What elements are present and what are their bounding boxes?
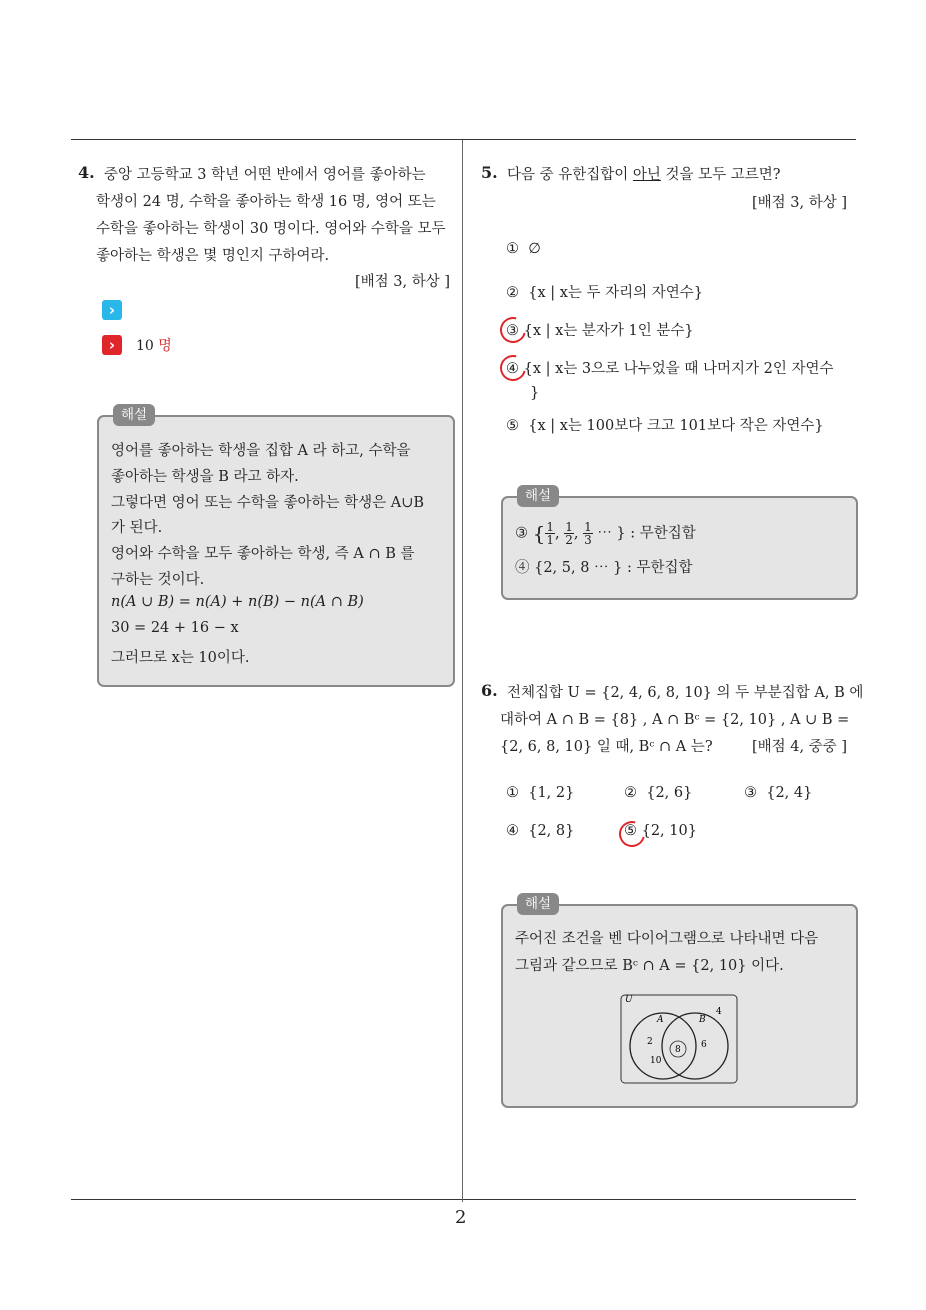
option-2[interactable]	[506, 281, 703, 302]
top-rule	[71, 139, 856, 140]
question-text-line: 학생이 24 명, 수학을 좋아하는 학생 16 명, 영어 또는	[96, 194, 436, 210]
option-text: ∅	[528, 241, 541, 257]
label-U: U	[625, 995, 633, 1005]
explanation-line: 영어를 좋아하는 학생을 집합 A 라 하고, 수학을	[111, 443, 411, 459]
option-mark: ③	[506, 323, 519, 339]
option-5[interactable]	[624, 823, 697, 839]
fraction: $\frac{1}{3}$	[584, 520, 592, 547]
explanation-line: ④ {2, 5, 8 ⋯ } : 무한집합	[515, 560, 693, 576]
option-3[interactable]	[506, 319, 694, 340]
bottom-rule	[71, 1199, 856, 1200]
question-text-line: 중앙 고등학교 3 학년 어떤 반에서 영어를 좋아하는	[104, 167, 426, 183]
option-2[interactable]	[624, 785, 692, 801]
explanation-line: 그러므로 x는 10이다.	[111, 650, 250, 666]
label-A: A	[657, 1015, 664, 1025]
explanation-line: 좋아하는 학생을 B 라고 하자.	[111, 469, 299, 485]
option-5[interactable]	[506, 414, 824, 435]
column-divider	[462, 140, 463, 1202]
question-text-line: 좋아하는 학생은 몇 명인지 구하여라.	[96, 248, 330, 264]
explanation-box	[97, 407, 455, 687]
stem-text: 것을 모두 고르면?	[660, 167, 781, 183]
answer-arrow-icon[interactable]: ›	[102, 335, 122, 355]
stem-text: 다음 중 유한집합이	[507, 167, 633, 183]
option-text: {2, 10}	[641, 823, 697, 839]
explanation-tail: ⋯ } : 무한집합	[597, 525, 696, 542]
fraction: $\frac{1}{2}$	[565, 520, 573, 547]
answer-value	[136, 335, 172, 355]
hint-arrow-icon[interactable]: ›	[102, 300, 122, 320]
question-text-line: 수학을 좋아하는 학생이 30 명이다. 영어와 수학을 모두	[96, 221, 446, 237]
option-4[interactable]	[506, 357, 834, 378]
explanation-box	[501, 488, 858, 600]
option-1[interactable]	[506, 785, 574, 801]
circle-B	[662, 1013, 728, 1079]
score-label: [배점 4, 중중 ]	[752, 739, 848, 755]
value-4: 4	[716, 1007, 722, 1017]
option-text: {x | x는 3으로 나누었을 때 나머지가 2인 자연수	[523, 361, 834, 377]
answer-number: 10	[136, 338, 154, 354]
option-mark: ②	[506, 285, 519, 301]
page-number: 2	[455, 1207, 467, 1228]
explanation-tab: 해설	[113, 404, 155, 426]
option-text: {x | x는 100보다 크고 101보다 작은 자연수}	[528, 418, 824, 434]
question-text-line: {2, 6, 8, 10} 일 때, Bᶜ ∩ A 는?	[500, 739, 713, 755]
option-mark: ①	[506, 241, 519, 257]
explanation-box	[501, 896, 858, 1108]
question-number: 6.	[481, 681, 498, 700]
option-text: {x | x는 두 자리의 자연수}	[528, 285, 704, 301]
value-8: 8	[675, 1045, 681, 1055]
stem-underlined: 아닌	[632, 167, 661, 183]
option-text: {2, 4}	[766, 785, 813, 801]
option-mark: ⑤	[624, 823, 637, 839]
explanation-tab: 해설	[517, 893, 559, 915]
label-B: B	[699, 1015, 706, 1025]
option-text: {x | x는 분자가 1인 분수}	[523, 323, 694, 339]
option-mark: ①	[506, 785, 519, 801]
option-mark: ②	[624, 785, 637, 801]
question-stem	[507, 163, 781, 184]
question-text-line: 전체집합 U = {2, 4, 6, 8, 10} 의 두 부분집합 A, B 에	[507, 685, 864, 701]
option-text: {1, 2}	[528, 785, 575, 801]
explanation-line: 그렇다면 영어 또는 수학을 좋아하는 학생은 A∪B	[111, 495, 425, 511]
question-text-line: 대하여 A ∩ B = {8} , A ∩ Bᶜ = {2, 10} , A ∪ B =	[500, 712, 850, 728]
value-10: 10	[650, 1056, 662, 1066]
venn-diagram	[619, 992, 741, 1088]
score-label: [배점 3, 하상 ]	[752, 195, 848, 211]
option-mark: ④	[506, 823, 519, 839]
explanation-formula: n(A ∪ B) = n(A) + n(B) − n(A ∩ B)	[111, 594, 364, 610]
answer-unit: 명	[158, 338, 172, 354]
option-4-continuation: }	[530, 385, 540, 401]
option-3[interactable]	[744, 785, 812, 801]
option-mark: ④	[506, 361, 519, 377]
score-label: [배점 3, 하상 ]	[355, 274, 451, 290]
explanation-line: 그림과 같으므로 Bᶜ ∩ A = {2, 10} 이다.	[515, 958, 784, 974]
explanation-line: 주어진 조건을 벤 다이어그램으로 나타내면 다음	[515, 931, 819, 947]
explanation-line: 구하는 것이다.	[111, 572, 205, 588]
value-6: 6	[701, 1040, 707, 1050]
question-number: 4.	[78, 163, 95, 182]
option-text: {2, 6}	[646, 785, 693, 801]
explanation-tab: 해설	[517, 485, 559, 507]
explanation-line: ③ { $\frac{1}{1}$ , $\frac{1}{2}$ , $\frac{1}{3}$ ⋯ } : 무한집합	[515, 520, 696, 547]
fraction: $\frac{1}{1}$	[546, 520, 554, 547]
option-mark: ③	[744, 785, 757, 801]
value-2: 2	[647, 1037, 653, 1047]
explanation-line: 가 된다.	[111, 520, 163, 536]
question-number: 5.	[481, 163, 498, 182]
option-1[interactable]	[506, 241, 541, 257]
option-4[interactable]	[506, 823, 574, 839]
explanation-formula: 30 = 24 + 16 − x	[111, 620, 239, 636]
option-mark: ⑤	[506, 418, 519, 434]
option-text: {2, 8}	[528, 823, 575, 839]
option-mark: ③	[515, 525, 528, 542]
explanation-line: 영어와 수학을 모두 좋아하는 학생, 즉 A ∩ B 를	[111, 546, 415, 562]
